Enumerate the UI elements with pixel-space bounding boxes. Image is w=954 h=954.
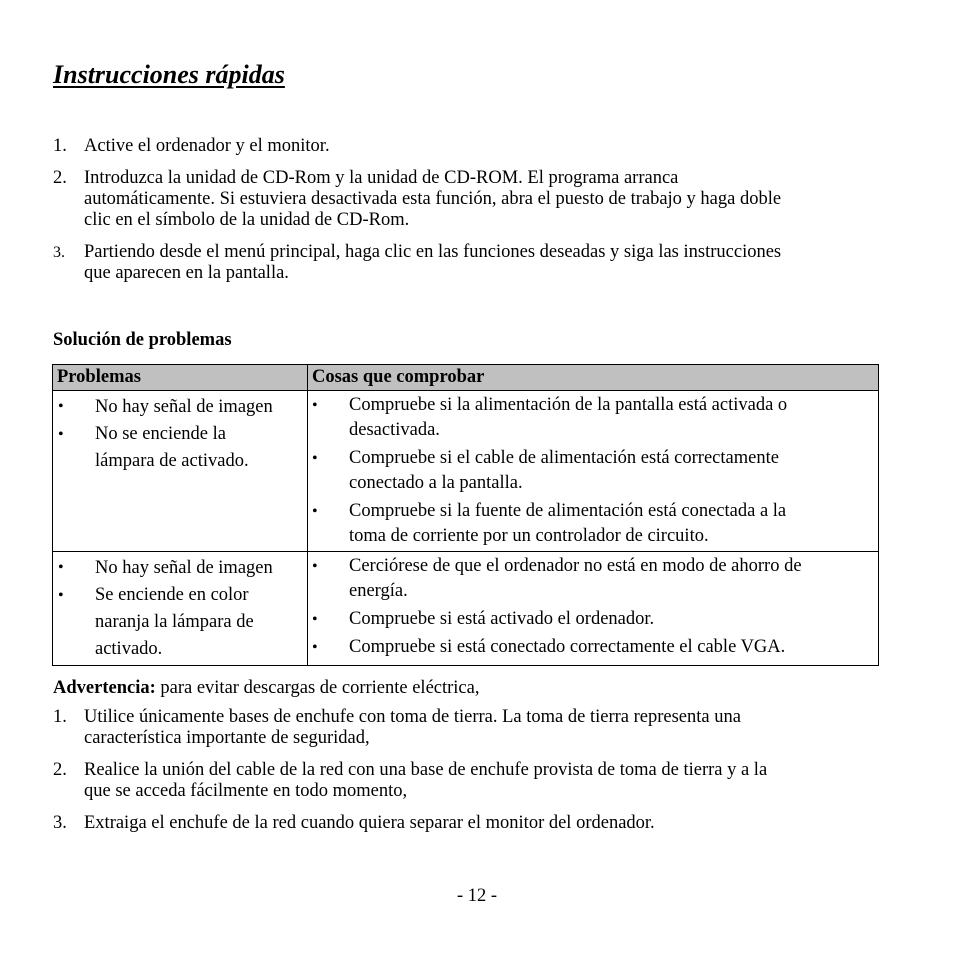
column-header-problems: Problemas [53, 365, 308, 391]
list-item [53, 242, 893, 284]
list-item: • Se enciende en color naranja la lámpara de activado. [53, 582, 307, 663]
problems-cell [53, 391, 308, 552]
warning-label: Advertencia: [53, 678, 156, 698]
troubleshooting-table [52, 364, 879, 666]
step-number: 1. [53, 136, 67, 156]
troubleshooting-heading: Solución de problemas [53, 330, 232, 350]
list-item: • Compruebe si la fuente de alimentación está conectada a la toma de corriente por un controlador de circuito. [312, 501, 787, 546]
list-item: • Compruebe si está activado el ordenador. [308, 607, 878, 632]
step-text: Active el ordenador y el monitor. [84, 136, 330, 156]
list-item: • Compruebe si está conectado correctamente el cable VGA. [308, 635, 878, 660]
bullet-icon: • [312, 397, 318, 414]
list-item: • Cerciórese de que el ordenador no está en modo de ahorro de energía. [312, 556, 802, 601]
step-text-line: Introduzca la unidad de CD-Rom y la unidad de CD-ROM. El programa arranca [84, 168, 679, 188]
table-header-row [53, 365, 879, 391]
list-item: 1. Utilice únicamente bases de enchufe con toma de tierra. La toma de tierra representa una característica importante de seguridad, [53, 707, 741, 748]
list-item [53, 136, 893, 157]
warning-list [53, 707, 893, 834]
table-row [53, 552, 879, 666]
item-number: 3. [53, 813, 67, 833]
checks-cell [308, 391, 879, 552]
bullet-icon: • [312, 558, 318, 575]
item-number: 1. [53, 707, 67, 727]
step-text-line: automáticamente. Si estuviera desactivada esta función, abra el puesto de trabajo y haga doble [84, 189, 782, 209]
quick-steps-list [53, 136, 893, 284]
problems-cell [53, 552, 308, 666]
warning-line [53, 678, 479, 699]
step-number: 2. [53, 168, 67, 188]
bullet-icon: • [58, 398, 64, 415]
item-number: 2. [53, 760, 67, 780]
list-item: 2. Realice la unión del cable de la red con una base de enchufe provista de toma de tierra y a la que se acceda fácilmente en todo momento, [53, 760, 768, 801]
step-number: 3. [53, 244, 65, 261]
bullet-icon: • [58, 426, 64, 443]
bullet-icon: • [312, 611, 318, 628]
checks-cell [308, 552, 879, 666]
list-item: • Compruebe si el cable de alimentación está correctamente conectado a la pantalla. [312, 448, 779, 493]
list-item [53, 168, 893, 231]
column-header-checks: Cosas que comprobar [308, 365, 879, 391]
list-item: 3. Extraiga el enchufe de la red cuando quiera separar el monitor del ordenador. [53, 813, 655, 833]
step-text-line: clic en el símbolo de la unidad de CD-Rom. [84, 210, 410, 230]
page-title: Instrucciones rápidas [53, 60, 285, 89]
bullet-icon: • [58, 587, 64, 604]
list-item: • Compruebe si la alimentación de la pantalla está activada o desactivada. [312, 395, 788, 440]
warning-text: para evitar descargas de corriente eléctrica, [155, 678, 480, 698]
list-item: • No hay señal de imagen [53, 393, 307, 421]
step-text-line: Partiendo desde el menú principal, haga clic en las funciones deseadas y siga las instrucciones [84, 242, 782, 262]
bullet-icon: • [312, 639, 318, 656]
bullet-icon: • [312, 503, 318, 520]
step-text-line: que aparecen en la pantalla. [84, 263, 289, 283]
table-row [53, 391, 879, 552]
list-item: • No se enciende la lámpara de activado. [53, 421, 307, 475]
bullet-icon: • [312, 450, 318, 467]
bullet-icon: • [58, 559, 64, 576]
page-number: - 12 - [456, 886, 498, 906]
list-item: • No hay señal de imagen [53, 554, 307, 582]
